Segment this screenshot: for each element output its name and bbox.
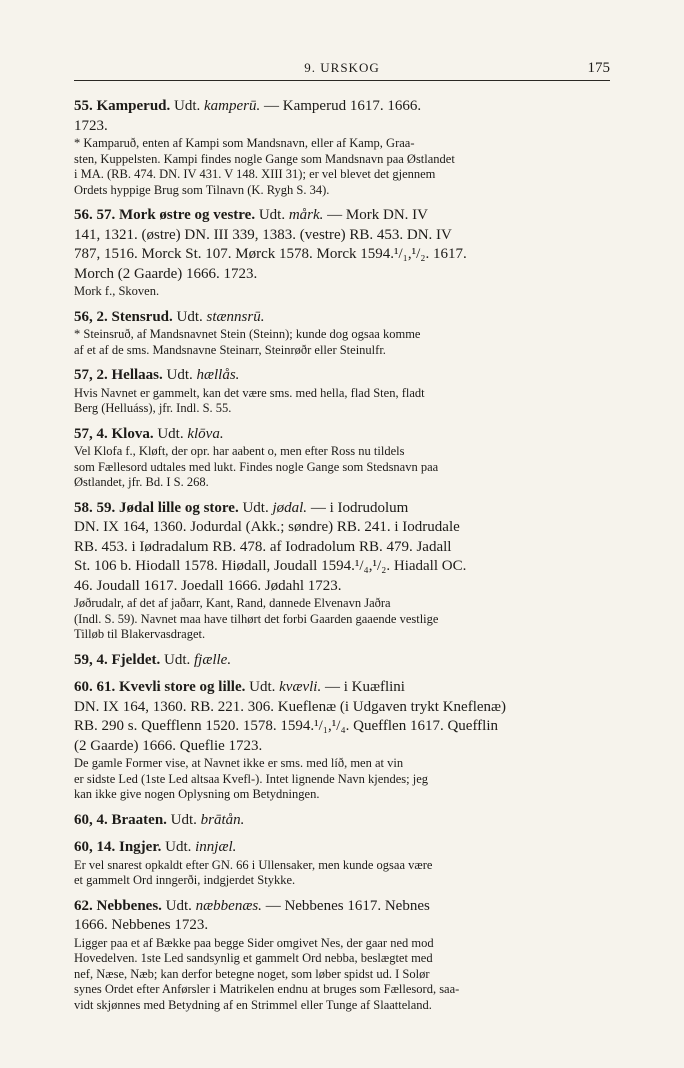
note-line: Er vel snarest opkaldt efter GN. 66 i Ullensaker, men kunde ogsaa være [74,857,433,872]
note-line: kan ikke give nogen Oplysning om Betydningen. [74,787,320,801]
entries-list [74,97,610,1021]
pronunciation-label: Udt. [242,499,269,516]
note-line: Ligger paa et af Bække paa begge Sider omgivet Nes, der gaar ned mod [74,935,434,950]
entry-number: 62. [74,897,93,914]
historical-forms: DN. IX 164, 1360. RB. 221. 306. Kueflenæ (i Udgaven trykt Kneflenæ) [74,698,507,715]
place-entry [74,366,610,417]
note-line: sten, Kuppelsten. Kampi findes nogle Gange som Mandsnavn paa Østlandet [74,151,455,166]
note-line: af et af de sms. Mandsnavne Steinarr, Steinrøðr eller Steinulfr. [74,342,386,357]
historical-forms: 1666. Nebbenes 1723. [74,917,209,933]
entry-heading [74,651,610,671]
place-entry [74,897,610,1014]
entry-name: Hellaas. [111,367,163,383]
historical-forms: 46. Joudall 1617. Joedall 1666. Jødahl 1723. [74,577,342,594]
entry-number: 60, 4. [74,811,108,828]
pronunciation-label: Udt. [258,207,286,223]
pronunciation-label: Udt. [157,425,184,442]
note-line: Vel Klofa f., Kløft, der opr. har aabent o, men efter Ross nu tildels [74,444,405,458]
running-head [74,58,610,82]
note-line: et gammelt Ord inngerði, indgjerdet Stykke. [74,873,296,887]
entry-heading [74,897,610,936]
entry-number: 57, 4. [74,425,108,442]
pronunciation-label: Udt. [163,651,191,668]
note-line: synes Ordet efter Anførsler i Matrikelen endnu at bruges som Fællesord, saa- [74,982,460,996]
etymology-note [74,756,610,803]
place-entry [74,425,610,491]
historical-forms: RB. 290 s. Quefflenn 1520. 1578. 1594.¹/₁,¹/₄. Quefflen 1617. Quefflin [74,718,498,734]
entry-number: 59, 4. [74,651,108,668]
place-entry [74,838,610,889]
entry-heading [74,308,610,328]
etymology-note [74,858,610,889]
note-line: i MA. (RB. 474. DN. IV 431. V 148. XIII 31); er vel blevet det gjennem [74,167,436,181]
entry-heading [74,678,610,756]
note-line: Ordets hyppige Brug som Tilnavn (K. Rygh S. 34). [74,182,330,197]
etymology-note [74,386,610,417]
note-line: Hvis Navnet er gammelt, kan det være sms. med hella, flad Sten, fladt [74,385,425,400]
historical-forms: — i Iodrudolum [310,499,409,516]
entry-number: 57, 2. [74,367,108,383]
entry-heading [74,811,610,831]
entry-name: Nebbenes. [96,897,162,914]
note-line: vidt skjønnes med Betydning af en Strimmel eller Tunge af Slaatteland. [74,997,432,1012]
pronunciation: jødal. [272,499,308,516]
etymology-note [74,444,610,491]
entry-heading [74,206,610,284]
historical-forms: St. 106 b. Hiodall 1578. Hiødall, Joudall 1594.¹/₄,¹/₂. Hiadall OC. [74,558,467,574]
place-entry [74,308,610,359]
entry-number: 60, 14. [74,839,116,855]
pronunciation-label: Udt. [174,98,201,114]
historical-forms: Morch (2 Gaarde) 1666. 1723. [74,265,258,282]
entry-name: Jødal lille og store. [119,499,239,516]
historical-forms: 787, 1516. Morck St. 107. Mørck 1578. Morck 1594.¹/₁,¹/₂. 1617. [74,246,467,262]
entry-number: 60. 61. [74,679,116,695]
historical-forms: RB. 453. i Iødradalum RB. 478. af Iodradolum RB. 479. Jadall [74,538,452,555]
pronunciation-label: Udt. [166,367,193,383]
entry-heading [74,97,610,136]
note-line: er sidste Led (1ste Led altsaa Kvefl-). Intet lignende Navn kjendes; jeg [74,771,429,786]
place-entry [74,678,610,803]
pronunciation-label: Udt. [165,897,192,914]
entry-name: Stensrud. [111,308,173,325]
note-line: * Steinsruð, af Mandsnavnet Stein (Steinn); kunde dog ogsaa komme [74,327,421,341]
pronunciation: kamperū. [204,98,261,114]
pronunciation-label: Udt. [249,679,276,695]
pronunciation: fjælle. [193,651,232,668]
entry-number: 56, 2. [74,308,108,325]
note-line: nef, Næse, Næb; kan derfor betegne noget, som løber spidst ud. I Solør [74,966,430,981]
historical-forms: (2 Gaarde) 1666. Queflie 1723. [74,737,263,754]
entry-name: Mork østre og vestre. [119,207,256,223]
pronunciation: kvævli. [279,679,322,695]
entry-name: Fjeldet. [111,651,161,668]
pronunciation-label: Udt. [170,811,197,828]
historical-forms: — Kamperud 1617. 1666. [264,98,422,114]
etymology-note [74,936,610,1014]
entry-heading [74,366,610,386]
place-entry [74,811,610,831]
note-line: * Kamparuð, enten af Kampi som Mandsnavn, eller af Kamp, Graa- [74,136,415,150]
historical-forms: — Nebbenes 1617. Nebnes [265,897,430,914]
place-entry [74,651,610,671]
entry-name: Kamperud. [96,98,171,114]
entry-heading [74,838,610,858]
etymology-note [74,327,610,358]
historical-forms: 141, 1321. (østre) DN. III 339, 1383. (vestre) RB. 453. DN. IV [74,226,452,243]
note-line: Hovedelven. 1ste Led sandsynlig et gammelt Ord nebba, beslægtet med [74,951,433,965]
pronunciation: innjæl. [195,839,237,855]
entry-heading [74,425,610,445]
etymology-note [74,596,610,643]
note-line: Jøðrudalr, af det af jaðarr, Kant, Rand, dannede Elvenavn Jaðra [74,596,391,610]
entry-name: Kvevli store og lille. [119,679,246,695]
historical-forms: — i Kuæflini [324,679,405,695]
place-entry [74,97,610,198]
pronunciation: næbbenæs. [195,897,262,914]
section-title: 9. URSKOG [304,60,380,75]
historical-forms: 1723. [74,117,108,134]
header-rule [74,80,610,81]
entry-number: 55. [74,98,93,114]
pronunciation: stænnsrū. [206,308,265,325]
entry-name: Klova. [111,425,154,442]
entry-heading [74,499,610,597]
note-line: Tilløb til Blakervasdraget. [74,627,206,641]
note-line: Mork f., Skoven. [74,284,160,298]
note-line: som Fællesord udtales med lukt. Findes nogle Gange som Stedsnavn paa [74,459,439,474]
etymology-note [74,284,610,300]
entry-number: 58. 59. [74,499,116,516]
pronunciation-label: Udt. [165,839,192,855]
pronunciation: klōva. [187,425,224,442]
note-line: (Indl. S. 59). Navnet maa have tilhørt det forbi Gaarden gaaende vestlige [74,611,439,626]
note-line: Østlandet, jfr. Bd. I S. 268. [74,475,209,489]
historical-forms: — Mork DN. IV [327,207,428,223]
historical-forms: DN. IX 164, 1360. Jodurdal (Akk.; søndre) RB. 241. i Iodrudale [74,519,460,535]
entry-name: Braaten. [111,811,167,828]
note-line: Berg (Helluáss), jfr. Indl. S. 55. [74,401,232,415]
etymology-note [74,136,610,198]
page-number: 175 [587,60,610,76]
pronunciation-label: Udt. [176,308,203,325]
place-entry [74,499,610,643]
pronunciation: brātån. [200,811,245,828]
pronunciation: hællås. [196,367,240,383]
entry-name: Ingjer. [119,839,162,855]
place-entry [74,206,610,300]
note-line: De gamle Former vise, at Navnet ikke er sms. med líð, men at vin [74,756,404,770]
entry-number: 56. 57. [74,207,116,223]
pronunciation: mårk. [288,207,324,223]
